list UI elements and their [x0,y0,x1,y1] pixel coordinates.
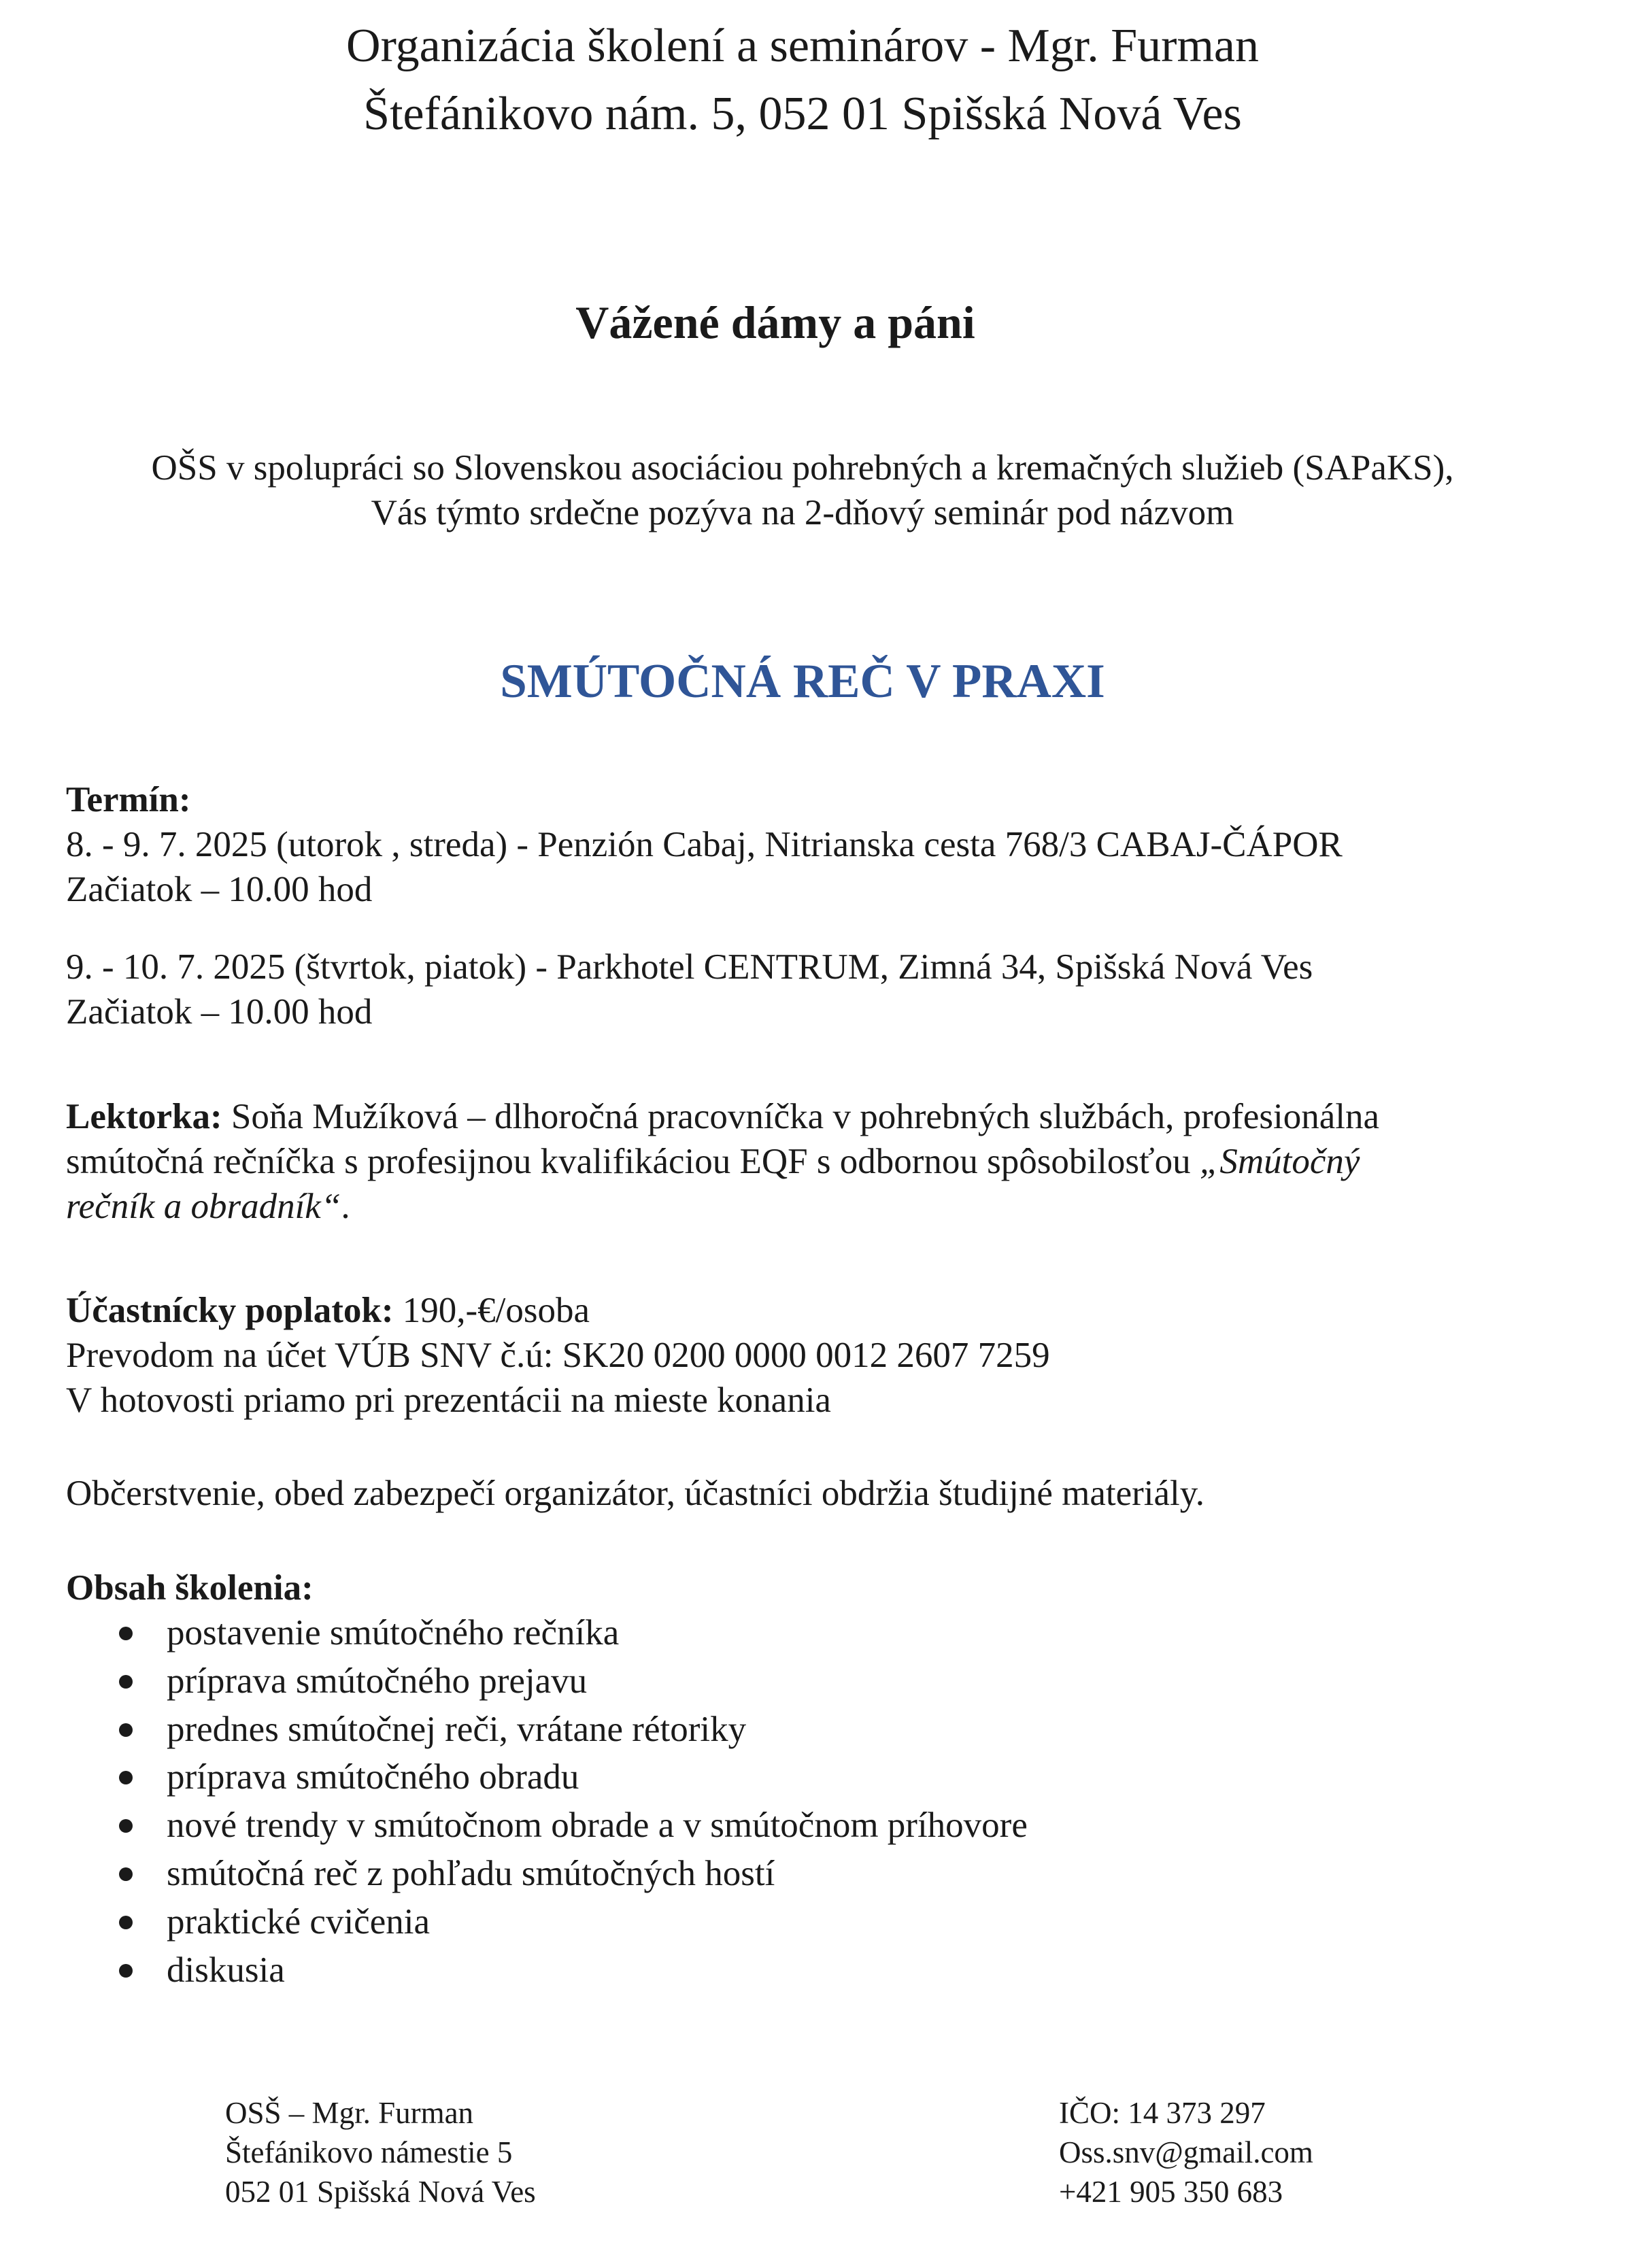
content-list-item-text: postavenie smútočného rečníka [167,1613,620,1653]
content-list-item-text: smútočná reč z pohľadu smútočných hostí [167,1854,775,1893]
bullet-icon [119,1627,133,1640]
lecturer-line-2 [66,1139,1360,1184]
footer-ico: IČO: 14 373 297 [1059,2096,1266,2130]
bullet-icon [119,1675,133,1689]
bullet-icon [119,1819,133,1833]
lecturer-line-1 [66,1094,1379,1139]
fee-transfer: Prevodom na účet VÚB SNV č.ú: SK20 0200 0000 0012 2607 7259 [66,1336,1050,1375]
content-list-item-text: príprava smútočného obradu [167,1757,579,1797]
content-label: Obsah školenia: [66,1568,314,1608]
refreshments-note: Občerstvenie, obed zabezpečí organizátor, účastníci obdržia študijné materiály. [66,1474,1205,1513]
lecturer-specialty-start: „Smútočný [1199,1142,1360,1181]
fee-line [66,1288,590,1333]
content-list-item-text: diskusia [167,1950,285,1990]
lecturer-line-3 [66,1184,350,1229]
header-organization: Organizácia školení a seminárov - Mgr. Furman [346,20,1259,72]
footer-left-line-1: OSŠ – Mgr. Furman [225,2096,474,2130]
bullet-icon [119,1867,133,1881]
bullet-icon [119,1964,133,1978]
fee-value: 190,-€/osoba [393,1291,590,1330]
intro-line-1: OŠS v spolupráci so Slovenskou asociáciou pohrebných a kremačných služieb (SAPaKS), [151,448,1454,488]
footer-left-line-2: Štefánikovo námestie 5 [225,2135,513,2169]
term-start-1: Začiatok – 10.00 hod [66,870,373,909]
footer-left-line-3: 052 01 Spišská Nová Ves [225,2175,536,2209]
lecturer-description: Soňa Mužíková – dlhoročná pracovníčka v pohrebných službách, profesionálna [222,1097,1380,1136]
term-label: Termín: [66,780,191,819]
bullet-icon [119,1771,133,1784]
fee-label: Účastnícky poplatok: [66,1291,394,1330]
footer-phone: +421 905 350 683 [1059,2175,1283,2209]
content-list-item-text: príprava smútočného prejavu [167,1661,588,1701]
term-date-1: 8. - 9. 7. 2025 (utorok , streda) - Penzión Cabaj, Nitrianska cesta 768/3 CABAJ-ČÁPOR [66,825,1343,864]
content-list-item-text: nové trendy v smútočnom obrade a v smútočnom príhovore [167,1806,1028,1846]
bullet-icon [119,1723,133,1737]
seminar-title: SMÚTOČNÁ REČ V PRAXI [500,655,1105,708]
fee-cash: V hotovosti priamo pri prezentácii na mieste konania [66,1380,831,1420]
content-list-item-text: prednes smútočnej reči, vrátane rétoriky [167,1709,747,1749]
header-address: Štefánikovo nám. 5, 052 01 Spišská Nová Ves [363,88,1242,140]
intro-line-2: Vás týmto srdečne pozýva na 2-dňový seminár pod názvom [371,493,1234,532]
content-list-item-text: praktické cvičenia [167,1901,430,1942]
lecturer-label: Lektorka: [66,1097,222,1136]
greeting: Vážené dámy a páni [575,297,975,348]
bullet-icon [119,1916,133,1929]
term-date-2: 9. - 10. 7. 2025 (štvrtok, piatok) - Parkhotel CENTRUM, Zimná 34, Spišská Nová Ves [66,947,1313,987]
lecturer-specialty-end: rečník a obradník“ [66,1187,341,1226]
lecturer-qualification: smútočná rečníčka s profesijnou kvalifikáciou EQF s odbornou spôsobilosťou [66,1142,1200,1181]
footer-email: Oss.snv@gmail.com [1059,2135,1313,2169]
term-start-2: Začiatok – 10.00 hod [66,992,373,1032]
lecturer-period: . [341,1187,350,1226]
